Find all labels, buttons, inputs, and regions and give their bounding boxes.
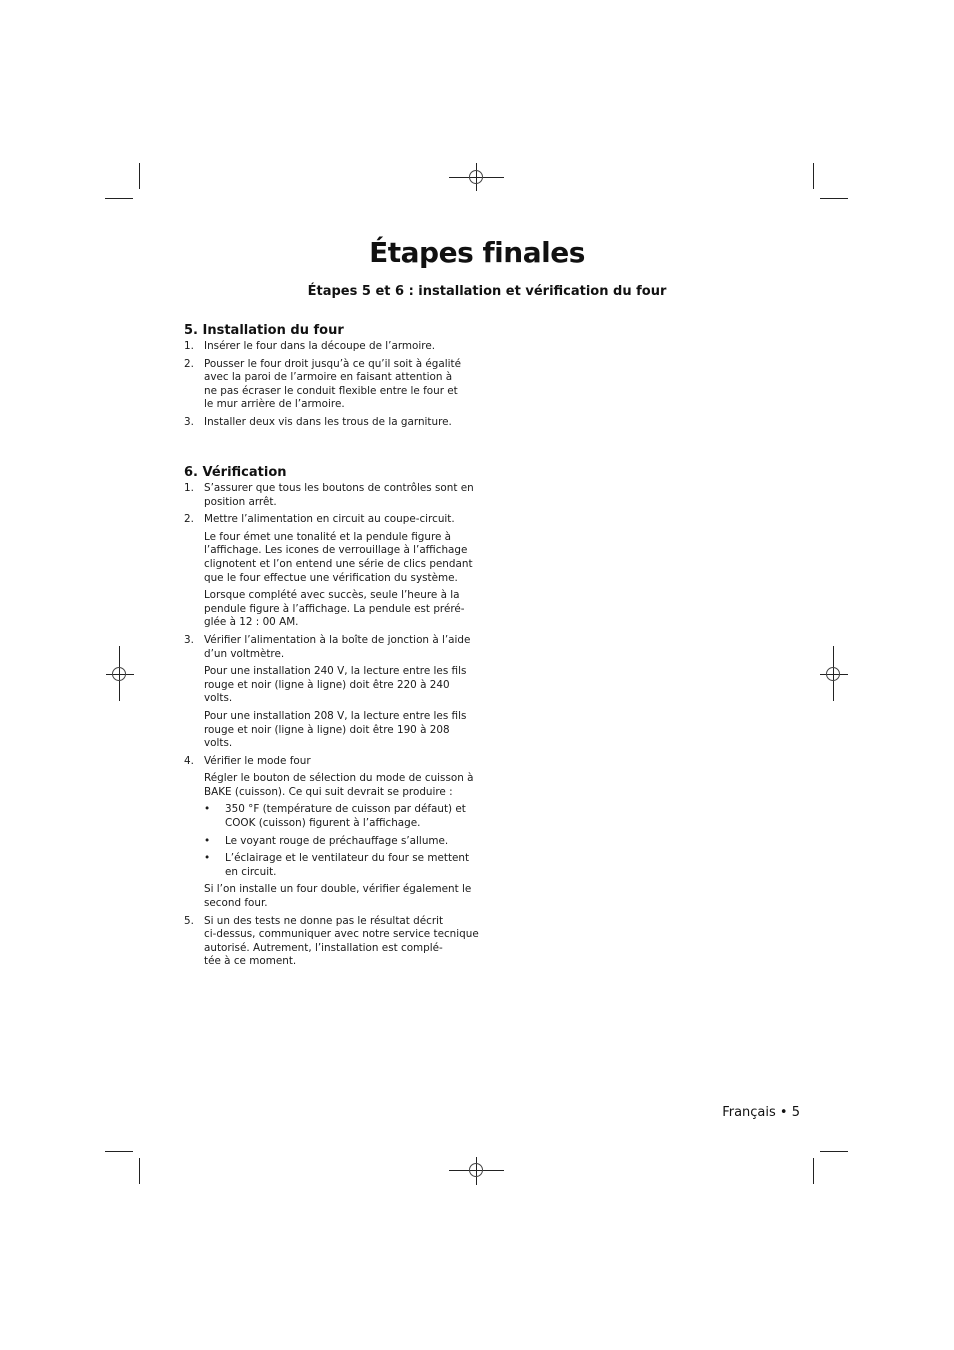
crop-mark-top-left-h [105, 198, 133, 199]
bullet-icon: • [204, 834, 211, 847]
step-text: Insérer le four dans la découpe de l’armoire. [204, 340, 436, 352]
list-item [184, 482, 484, 509]
page-footer: Français • 5 [722, 1105, 800, 1120]
registration-mark-right-circle [826, 667, 840, 681]
registration-mark-top-circle [469, 170, 483, 184]
list-item [184, 340, 484, 354]
crop-mark-bottom-right-h [820, 1151, 848, 1152]
bullet-text: L’éclairage et le ventilateur du four se mettent en circuit. [225, 852, 470, 878]
step-text: Si un des tests ne donne pas le résultat décrit ci-dessus, communiquer avec notre service tecnique autorisé. Autrement, l’installation est complé- tée à ce moment. [204, 914, 479, 968]
step-number: 3. [184, 633, 194, 646]
list-item [184, 634, 484, 751]
verification-steps [184, 482, 484, 969]
step-number: 2. [184, 357, 194, 370]
bullet-text: 350 °F (température de cuisson par défaut) et COOK (cuisson) figurent à l’affichage. [225, 803, 466, 830]
step-text: S’assurer que tous les boutons de contrôles sont en position arrêt. [204, 482, 474, 508]
step-paragraph: Pour une installation 240 V, la lecture entre les fils rouge et noir (ligne à ligne) doit être 220 à 240 volts. [204, 665, 467, 705]
step-number: 2. [184, 513, 194, 526]
step-paragraph: Le four émet une tonalité et la pendule figure à l’affichage. Les icones de verrouillage à l’affichage clignotent et l’on entend une série de clics pendant que le four effectue une vérification du système. [204, 530, 473, 584]
crop-mark-bottom-left-v [139, 1158, 140, 1184]
step-text: Mettre l’alimentation en circuit au coupe-circuit. [204, 513, 455, 526]
bullet-list [204, 803, 484, 879]
list-item [184, 416, 484, 430]
list-item [184, 755, 484, 911]
bullet-item [204, 803, 484, 830]
bullet-item [204, 852, 484, 879]
step-text: Pousser le four droit jusqu’à ce qu’il soit à égalité avec la paroi de l’armoire en faisant attention à ne pas écraser le conduit flexible entre le four et le mur arrière de l’armoire. [204, 357, 461, 411]
step-text: Vérifier le mode four [204, 754, 311, 767]
step-number: 3. [184, 415, 194, 428]
bullet-icon: • [204, 803, 211, 816]
crop-mark-top-left-v [139, 163, 140, 189]
crop-mark-top-right-h [820, 198, 848, 199]
page-title: Étapes finales [369, 236, 585, 269]
page-subtitle: Étapes 5 et 6 : installation et vérification du four [307, 284, 667, 299]
step-number: 1. [184, 482, 194, 494]
section-installation-heading: 5. Installation du four [184, 323, 344, 338]
step-paragraph: Si l’on installe un four double, vérifier également le second four. [204, 883, 472, 910]
crop-mark-bottom-left-h [105, 1151, 133, 1152]
crop-mark-top-right-v [813, 163, 814, 189]
section-verification-heading: 6. Vérification [184, 465, 287, 480]
step-paragraph: Lorsque complété avec succès, seule l’heure à la pendule figure à l’affichage. La pendule est préré- glée à 12 : 00 AM. [204, 589, 465, 629]
section-verification [184, 465, 484, 973]
list-item [184, 513, 484, 630]
step-paragraph: Pour une installation 208 V, la lecture entre les fils rouge et noir (ligne à ligne) doit être 190 à 208 volts. [204, 709, 467, 750]
bullet-item [204, 835, 484, 849]
step-paragraph: Régler le bouton de sélection du mode de cuisson à BAKE (cuisson). Ce qui suit devrait se produire : [204, 772, 474, 798]
step-number: 5. [184, 914, 194, 927]
crop-mark-bottom-right-v [813, 1158, 814, 1184]
list-item [184, 358, 484, 412]
section-installation [184, 323, 484, 434]
step-number: 1. [184, 340, 194, 352]
installation-steps [184, 340, 484, 430]
bullet-text: Le voyant rouge de préchauffage s’allume. [225, 834, 449, 847]
list-item [184, 915, 484, 969]
registration-mark-left-circle [112, 667, 126, 681]
bullet-icon: • [204, 852, 211, 865]
step-text: Installer deux vis dans les trous de la garniture. [204, 415, 452, 428]
registration-mark-bottom-circle [469, 1163, 483, 1177]
step-number: 4. [184, 754, 194, 767]
step-text: Vérifier l’alimentation à la boîte de jonction à l’aide d’un voltmètre. [204, 633, 471, 660]
